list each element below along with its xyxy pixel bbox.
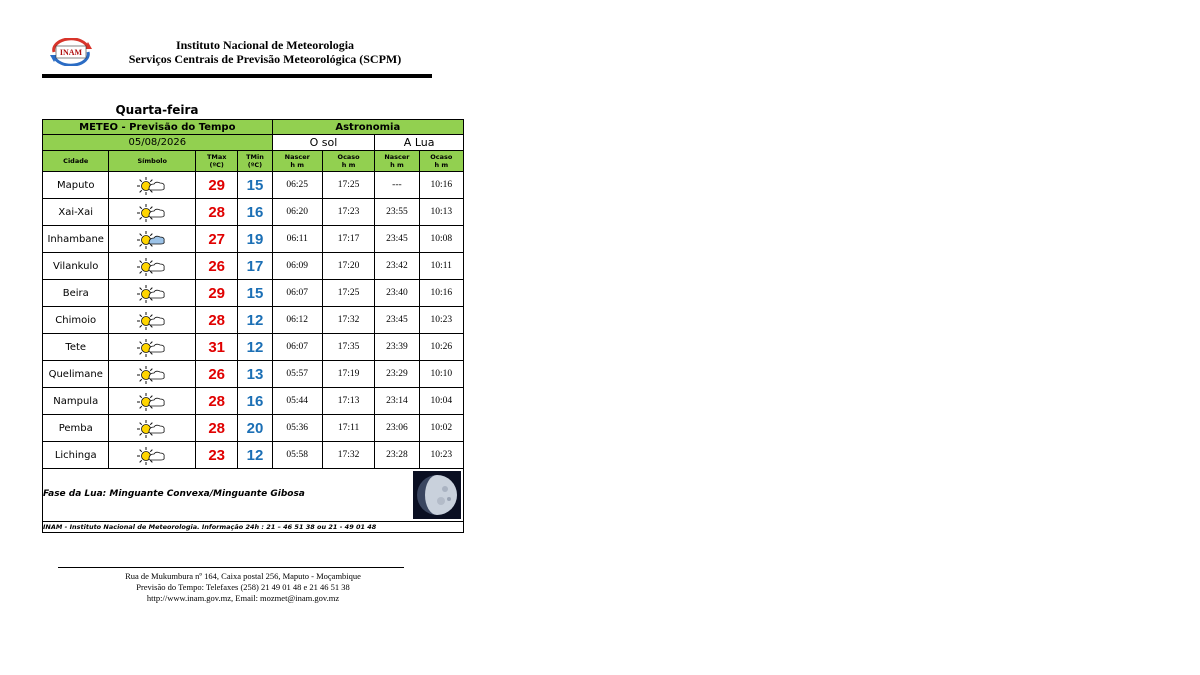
moon-set-time: 10:04	[419, 388, 463, 415]
footer-line-2: Previsão do Tempo: Telefaxes (258) 21 49 01 48 e 21 46 51 38	[136, 582, 350, 592]
tmin-value: 12	[238, 307, 272, 334]
table-row	[43, 388, 464, 415]
tmax-value: 26	[196, 253, 238, 280]
moon-label: A Lua	[375, 135, 464, 151]
sun-label: O sol	[272, 135, 375, 151]
moon-set-time: 10:02	[419, 415, 463, 442]
city-name: Tete	[43, 334, 109, 361]
tmin-value: 13	[238, 361, 272, 388]
moon-set-time: 10:16	[419, 280, 463, 307]
city-name: Inhambane	[43, 226, 109, 253]
tmax-value: 26	[196, 361, 238, 388]
sun-rise-time: 06:20	[272, 199, 322, 226]
sun-cloud-icon	[109, 172, 196, 199]
moon-set-time: 10:16	[419, 172, 463, 199]
sun-cloud-icon	[109, 334, 196, 361]
tmin-value: 19	[238, 226, 272, 253]
col-tmin: TMin (ºC)	[238, 151, 272, 172]
tmax-value: 28	[196, 199, 238, 226]
moon-set-time: 10:10	[419, 361, 463, 388]
moon-rise-time: 23:28	[375, 442, 419, 469]
sun-set-time: 17:13	[322, 388, 374, 415]
moon-rise-time: 23:42	[375, 253, 419, 280]
tmin-value: 12	[238, 334, 272, 361]
tmin-value: 20	[238, 415, 272, 442]
sun-rise-time: 06:12	[272, 307, 322, 334]
footer-line-1: Rua de Mukumbura nº 164, Caixa postal 256, Maputo - Moçambique	[125, 571, 361, 581]
table-row	[43, 307, 464, 334]
org-name	[100, 38, 430, 66]
moon-set-time: 10:08	[419, 226, 463, 253]
tmin-value: 12	[238, 442, 272, 469]
tmin-value: 17	[238, 253, 272, 280]
sun-rise-time: 05:36	[272, 415, 322, 442]
inam-logo	[48, 38, 94, 66]
tmax-value: 28	[196, 307, 238, 334]
city-name: Chimoio	[43, 307, 109, 334]
tmax-value: 29	[196, 172, 238, 199]
astronomy-title: Astronomia	[272, 120, 463, 135]
moon-rise-time: 23:45	[375, 307, 419, 334]
moon-rise-time: 23:39	[375, 334, 419, 361]
moon-set-time: 10:23	[419, 307, 463, 334]
moon-rise-time: 23:29	[375, 361, 419, 388]
tmax-value: 31	[196, 334, 238, 361]
moon-set-time: 10:13	[419, 199, 463, 226]
tmax-value: 23	[196, 442, 238, 469]
sun-cloud-icon	[109, 388, 196, 415]
table-row	[43, 226, 464, 253]
sun-set-time: 17:35	[322, 334, 374, 361]
moon-rise-time: 23:14	[375, 388, 419, 415]
sun-set-time: 17:25	[322, 172, 374, 199]
col-moon-set: Ocaso h m	[419, 151, 463, 172]
sun-set-time: 17:20	[322, 253, 374, 280]
col-sun-rise: Nascer h m	[272, 151, 322, 172]
sun-set-time: 17:17	[322, 226, 374, 253]
sun-rise-time: 06:11	[272, 226, 322, 253]
moon-rise-time: ---	[375, 172, 419, 199]
col-city: Cidade	[43, 151, 109, 172]
moon-rise-time: 23:45	[375, 226, 419, 253]
city-name: Beira	[43, 280, 109, 307]
sun-cloud-icon	[109, 307, 196, 334]
tmax-value: 28	[196, 388, 238, 415]
footer-address	[58, 571, 428, 604]
sun-rise-time: 06:09	[272, 253, 322, 280]
sun-cloud-icon	[109, 199, 196, 226]
col-symbol: Símbolo	[109, 151, 196, 172]
moon-set-time: 10:26	[419, 334, 463, 361]
table-row	[43, 415, 464, 442]
col-sun-set: Ocaso h m	[322, 151, 374, 172]
tmax-value: 29	[196, 280, 238, 307]
moon-phase-cell	[43, 469, 464, 522]
sun-cloud-icon	[109, 415, 196, 442]
city-name: Quelimane	[43, 361, 109, 388]
tmin-value: 16	[238, 199, 272, 226]
table-row	[43, 199, 464, 226]
moon-phase-text: Fase da Lua: Minguante Convexa/Minguante Gibosa	[43, 489, 305, 499]
sun-cloud-icon	[109, 253, 196, 280]
city-name: Lichinga	[43, 442, 109, 469]
tmin-value: 15	[238, 280, 272, 307]
sun-set-time: 17:23	[322, 199, 374, 226]
col-tmax: TMax (ºC)	[196, 151, 238, 172]
table-row	[43, 253, 464, 280]
city-name: Pemba	[43, 415, 109, 442]
forecast-table	[42, 119, 464, 533]
city-name: Xai-Xai	[43, 199, 109, 226]
sun-set-time: 17:19	[322, 361, 374, 388]
moon-set-time: 10:23	[419, 442, 463, 469]
moon-rise-time: 23:06	[375, 415, 419, 442]
table-row	[43, 442, 464, 469]
sun-rise-time: 05:58	[272, 442, 322, 469]
forecast-title: METEO - Previsão do Tempo	[43, 120, 273, 135]
forecast-date: 05/08/2026	[43, 135, 273, 151]
table-row	[43, 334, 464, 361]
org-line-2: Serviços Centrais de Previsão Meteorológica (SCPM)	[128, 52, 402, 66]
tmin-value: 16	[238, 388, 272, 415]
forecast-day: Quarta-feira	[115, 103, 199, 117]
col-moon-rise: Nascer h m	[375, 151, 419, 172]
header-rule	[42, 74, 432, 78]
sun-cloud-icon	[109, 442, 196, 469]
moon-set-time: 10:11	[419, 253, 463, 280]
moon-rise-time: 23:40	[375, 280, 419, 307]
moon-rise-time: 23:55	[375, 199, 419, 226]
city-name: Vilankulo	[43, 253, 109, 280]
sun-set-time: 17:32	[322, 307, 374, 334]
sun-cloud-blue-icon	[109, 226, 196, 253]
tmax-value: 28	[196, 415, 238, 442]
city-rows	[43, 172, 464, 469]
sun-rise-time: 05:57	[272, 361, 322, 388]
table-row	[43, 280, 464, 307]
footer-rule	[58, 567, 404, 568]
sun-set-time: 17:25	[322, 280, 374, 307]
tmax-value: 27	[196, 226, 238, 253]
sun-set-time: 17:11	[322, 415, 374, 442]
tmin-value: 15	[238, 172, 272, 199]
org-line-1: Instituto Nacional de Meteorologia	[175, 38, 355, 52]
footer-line-3: http://www.inam.gov.mz, Email: mozmet@inam.gov.mz	[146, 593, 340, 603]
moon-phase-icon	[413, 471, 461, 519]
sun-rise-time: 05:44	[272, 388, 322, 415]
city-name: Nampula	[43, 388, 109, 415]
city-name: Maputo	[43, 172, 109, 199]
sun-cloud-icon	[109, 361, 196, 388]
sun-cloud-icon	[109, 280, 196, 307]
sun-set-time: 17:32	[322, 442, 374, 469]
table-row	[43, 361, 464, 388]
svg-text:INAM: INAM	[59, 48, 83, 57]
table-row	[43, 172, 464, 199]
sun-rise-time: 06:25	[272, 172, 322, 199]
sun-rise-time: 06:07	[272, 280, 322, 307]
info-line: INAM - Instituto Nacional de Meteorologia. Informação 24h : 21 – 46 51 38 ou 21 - 49 01 48	[43, 522, 464, 533]
sun-rise-time: 06:07	[272, 334, 322, 361]
